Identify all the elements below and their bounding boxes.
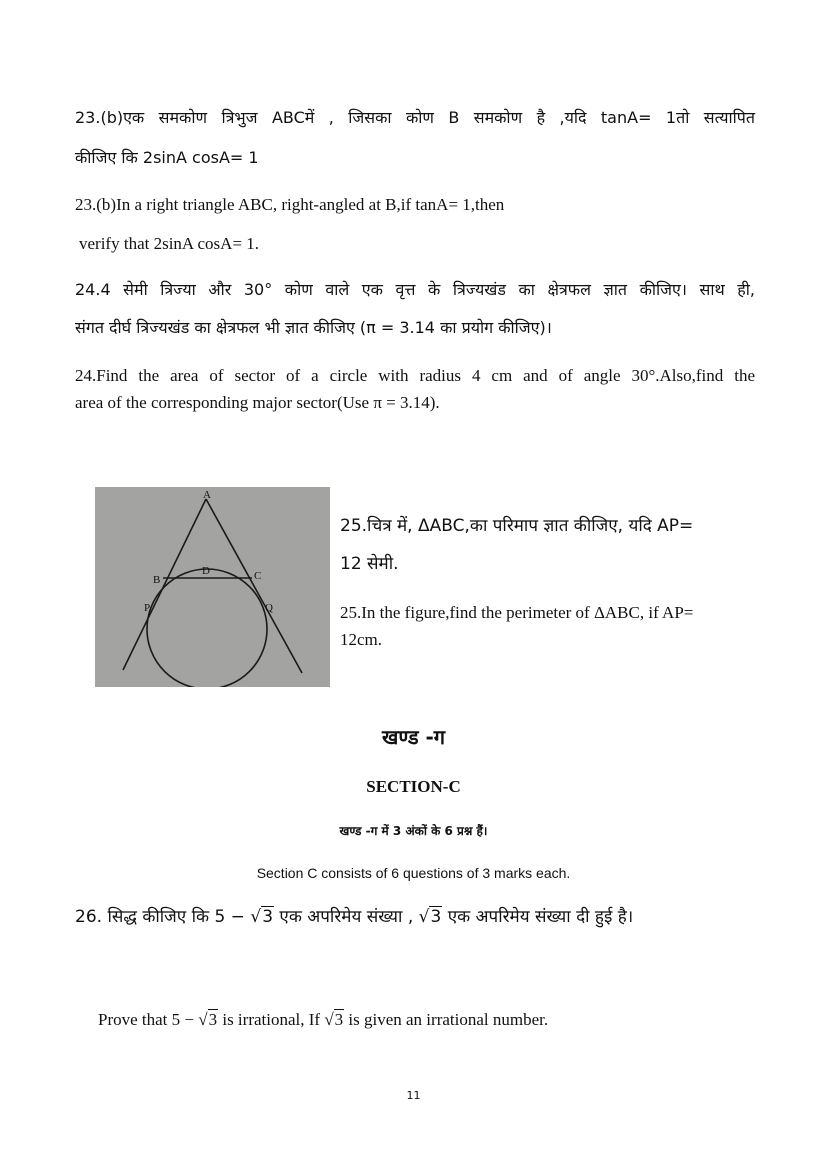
sqrt-radicand: 3 bbox=[430, 907, 442, 927]
q23-hindi-line1: 23.(b)एक समकोण त्रिभुज ABCमें , जिसका कोण B समकोण है ,यदि tanA= 1तो सत्यापित bbox=[75, 108, 755, 127]
section-english-note: Section C consists of 6 questions of 3 marks each. bbox=[256, 865, 571, 881]
sqrt-radicand: 3 bbox=[262, 907, 274, 927]
section-english-title: SECTION-C bbox=[366, 777, 461, 796]
sqrt-symbol: √ bbox=[418, 907, 430, 927]
section-hindi-title: खण्ड -ग bbox=[381, 725, 446, 749]
q26-english-part1: Prove that 5 − bbox=[98, 1010, 199, 1029]
sqrt-3-expression bbox=[324, 1005, 344, 1035]
section-hindi-note: खण्ड -ग में 3 अंकों के 6 प्रश्न हैं। bbox=[339, 824, 488, 838]
q24-english-line2: area of the corresponding major sector(Use π = 3.14). bbox=[75, 393, 440, 412]
sqrt-3-expression bbox=[419, 902, 443, 932]
q25-hindi-line1: 25.चित्र में, ΔABC,का परिमाप ज्ञात कीजिए, यदि AP= bbox=[340, 516, 694, 536]
q26-hindi-part2: एक अपरिमेय संख्या , bbox=[274, 907, 419, 927]
label-b: B bbox=[153, 574, 161, 586]
q23-english-line2: verify that 2sinA cosA= 1. bbox=[79, 234, 260, 253]
q23-english-line1: 23.(b)In a right triangle ABC, right-angled at B,if tanA= 1,then bbox=[75, 195, 505, 214]
q26-english-part3: is given an irrational number. bbox=[344, 1010, 549, 1029]
label-p: P bbox=[144, 602, 151, 614]
q24-hindi-line1: 24.4 सेमी त्रिज्या और 30° कोण वाले एक वृत्त के त्रिज्यखंड का क्षेत्रफल ज्ञात कीजिए। साथ ही, bbox=[75, 280, 755, 299]
q26-hindi bbox=[75, 902, 755, 932]
q26-english bbox=[98, 1005, 778, 1035]
figure-svg bbox=[95, 487, 330, 687]
q23-hindi-line2: कीजिए कि 2sinA cosA= 1 bbox=[75, 148, 259, 167]
q25-english-line2: 12cm. bbox=[340, 630, 383, 649]
label-d: D bbox=[202, 565, 210, 577]
q24-english-line1: 24.Find the area of sector of a circle with radius 4 cm and of angle 30°.Also,find the bbox=[75, 366, 755, 385]
sqrt-symbol: √ bbox=[324, 1010, 334, 1029]
q25-english-line1: 25.In the figure,find the perimeter of ΔABC, if AP= bbox=[340, 603, 694, 622]
q25-hindi-line2: 12 सेमी. bbox=[340, 554, 399, 574]
sqrt-symbol: √ bbox=[198, 1010, 208, 1029]
sqrt-3-expression bbox=[198, 1005, 218, 1035]
q24-hindi-line2: संगत दीर्घ त्रिज्यखंड का क्षेत्रफल भी ज्ञात कीजिए (π = 3.14 का प्रयोग कीजिए)। bbox=[75, 318, 552, 337]
q26-english-part2: is irrational, If bbox=[218, 1010, 325, 1029]
sqrt-radicand: 3 bbox=[208, 1010, 218, 1029]
sqrt-3-expression bbox=[250, 902, 274, 932]
q26-hindi-part3: एक अपरिमेय संख्या दी हुई है। bbox=[442, 907, 634, 927]
label-c: C bbox=[254, 570, 262, 582]
triangle-circle-figure bbox=[95, 487, 330, 687]
label-a: A bbox=[203, 489, 211, 501]
sqrt-symbol: √ bbox=[250, 907, 262, 927]
label-q: Q bbox=[265, 602, 273, 614]
page-number: 11 bbox=[406, 1089, 421, 1102]
sqrt-radicand: 3 bbox=[334, 1010, 344, 1029]
q26-hindi-part1: 26. सिद्ध कीजिए कि 5 − bbox=[75, 907, 251, 927]
